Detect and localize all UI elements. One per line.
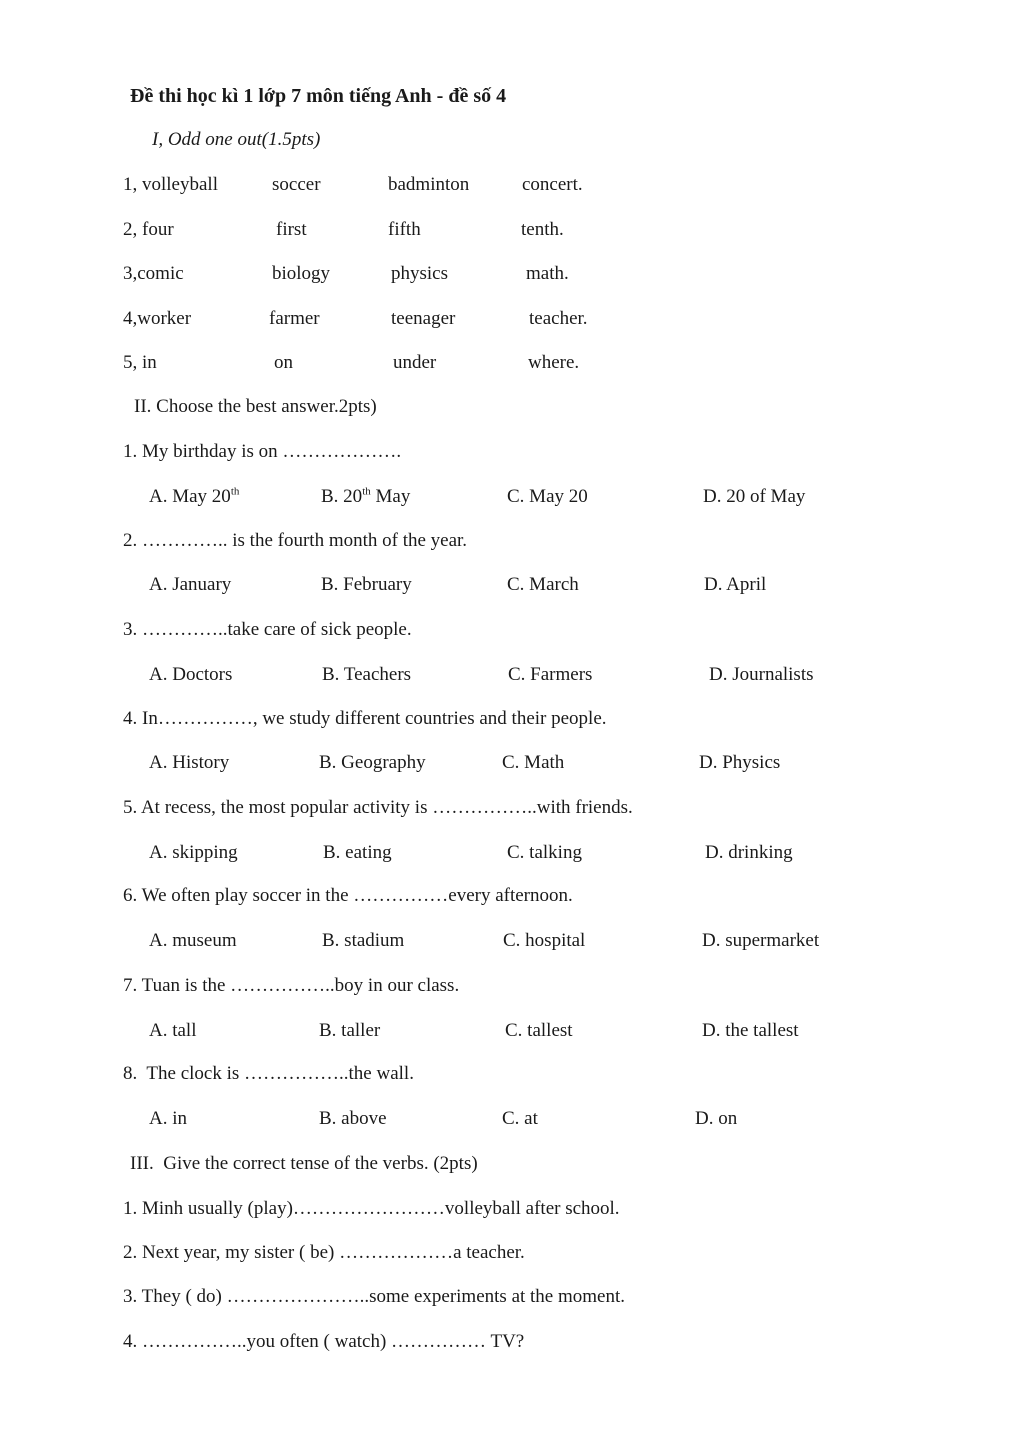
option-b: B. taller — [319, 1020, 381, 1041]
option-d: D. drinking — [705, 842, 793, 863]
option-d: D. on — [695, 1108, 738, 1129]
word: fifth — [388, 219, 421, 240]
word: 5, in — [123, 352, 157, 373]
word: physics — [391, 263, 448, 284]
word: biology — [272, 263, 331, 284]
word: 3,comic — [123, 263, 184, 284]
option-b: B. eating — [323, 842, 392, 863]
word: soccer — [272, 174, 321, 195]
option-a — [149, 487, 239, 506]
option-c: C. hospital — [503, 930, 586, 951]
word: first — [276, 219, 307, 240]
word: concert. — [522, 174, 583, 195]
word: farmer — [269, 308, 320, 329]
option-d: D. the tallest — [702, 1020, 799, 1041]
option-c: C. Math — [502, 752, 565, 773]
option-c: C. at — [502, 1108, 538, 1129]
question: 3. …………..take care of sick people. — [123, 619, 412, 640]
word: under — [393, 352, 437, 373]
option-d: D. 20 of May — [703, 486, 806, 507]
option-text: A. May 20 — [149, 486, 231, 507]
word: tenth. — [521, 219, 564, 240]
question: 2. ………….. is the fourth month of the year. — [123, 530, 468, 551]
question: 5. At recess, the most popular activity is ……………..with friends. — [123, 797, 633, 818]
section-3-heading: III. Give the correct tense of the verbs. (2pts) — [130, 1153, 478, 1174]
question: 7. Tuan is the ……………..boy in our class. — [123, 975, 460, 996]
option-a: A. Doctors — [149, 664, 233, 685]
question: 4. In……………, we study different countries and their people. — [123, 708, 607, 729]
question: 8. The clock is ……………..the wall. — [123, 1063, 414, 1084]
option-b: B. Geography — [319, 752, 426, 773]
word: teenager — [391, 308, 456, 329]
option-a: A. skipping — [149, 842, 238, 863]
word: 4,worker — [123, 308, 192, 329]
option-d: D. Physics — [699, 752, 781, 773]
option-text: May — [370, 486, 411, 507]
option-c: C. March — [507, 574, 579, 595]
superscript: th — [230, 485, 240, 498]
question: 6. We often play soccer in the ……………every afternoon. — [123, 885, 573, 906]
verb-tense-item: 3. They ( do) …………………..some experiments at the moment. — [123, 1286, 626, 1307]
word: where. — [528, 352, 580, 373]
option-d: D. supermarket — [702, 930, 820, 951]
option-a: A. History — [149, 752, 230, 773]
verb-tense-item: 1. Minh usually (play)……………………volleyball after school. — [123, 1198, 620, 1219]
option-c: C. talking — [507, 842, 582, 863]
option-text: B. 20 — [321, 486, 363, 507]
verb-tense-item: 4. ……………..you often ( watch) …………… TV? — [123, 1331, 525, 1352]
option-a: A. in — [149, 1108, 187, 1129]
option-d: D. April — [704, 574, 767, 595]
superscript: th — [362, 485, 371, 498]
option-b — [321, 487, 410, 506]
option-c: C. tallest — [505, 1020, 573, 1041]
word: math. — [526, 263, 569, 284]
option-c: C. May 20 — [507, 486, 588, 507]
option-b: B. Teachers — [322, 664, 412, 685]
verb-tense-item: 2. Next year, my sister ( be) ………………a teacher. — [123, 1242, 525, 1263]
word: 1, volleyball — [123, 174, 218, 195]
section-2-heading: II. Choose the best answer.2pts) — [134, 396, 377, 417]
word: on — [274, 352, 293, 373]
page-title: Đề thi học kì 1 lớp 7 môn tiếng Anh - đề số 4 — [130, 85, 507, 107]
option-a: A. tall — [149, 1020, 197, 1041]
option-b: B. February — [321, 574, 412, 595]
option-a: A. museum — [149, 930, 237, 951]
option-c: C. Farmers — [508, 664, 593, 685]
option-d: D. Journalists — [709, 664, 814, 685]
section-1-heading: I, Odd one out(1.5pts) — [152, 129, 321, 150]
option-a: A. January — [149, 574, 232, 595]
word: badminton — [388, 174, 470, 195]
word: 2, four — [123, 219, 174, 240]
option-b: B. above — [319, 1108, 387, 1129]
option-b: B. stadium — [322, 930, 405, 951]
word: teacher. — [529, 308, 588, 329]
question: 1. My birthday is on ………………. — [123, 441, 402, 462]
